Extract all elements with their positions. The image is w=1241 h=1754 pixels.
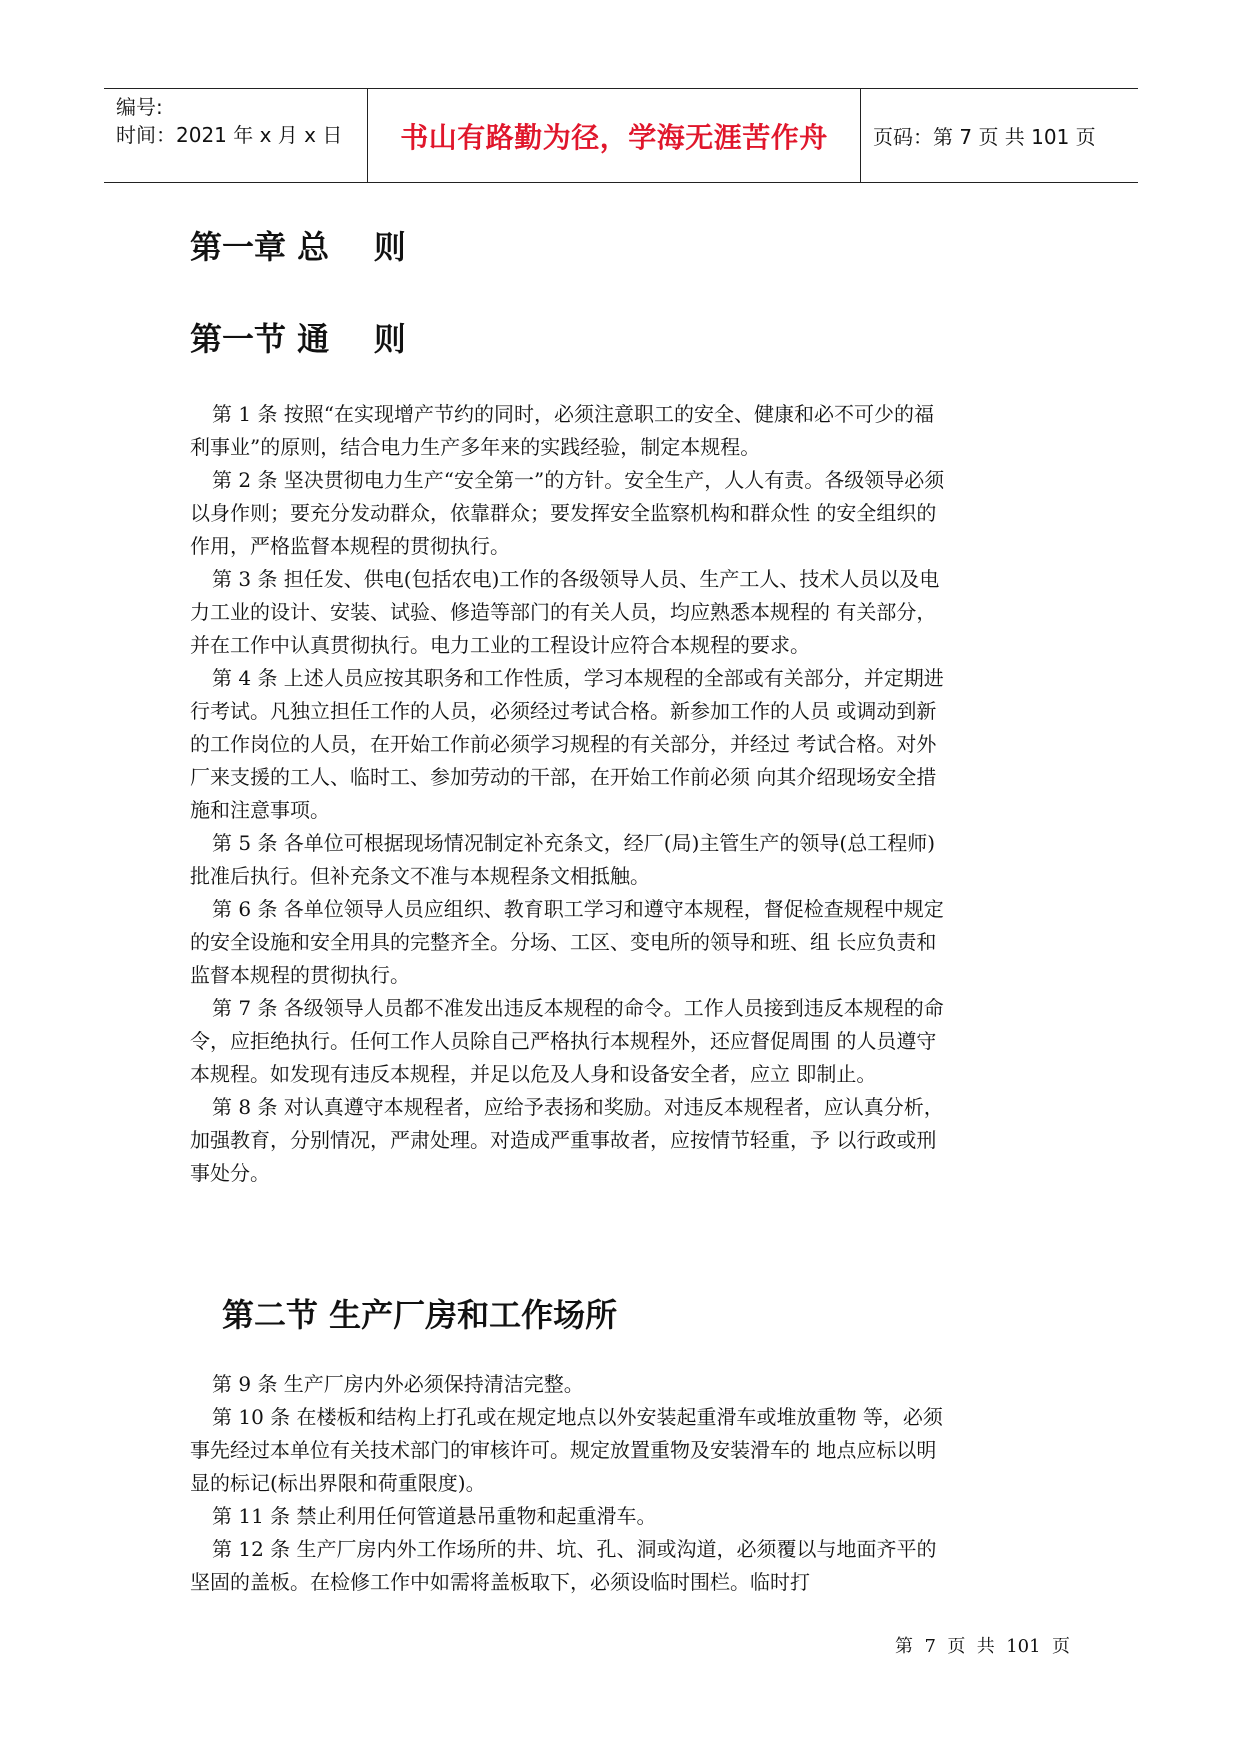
header-motto-cell [368,89,861,182]
article-paragraph: 第 5 条 各单位可根据现场情况制定补充条文，经厂(局)主管生产的领导(总工程师)批准后执行。但补充条文不准与本规程条文相抵触。 [190,831,936,888]
article-paragraph: 第 8 条 对认真遵守本规程者，应给予表扬和奖励。对违反本规程者，应认真分析，加强教育，分别情况，严肃处理。对造成严重事故者，应按情节轻重，予 以行政或刑事处分。 [190,1095,944,1185]
section-2-body [190,1368,950,1599]
serial-number-label: 编号: [116,95,163,119]
article-paragraph: 第 11 条 禁止利用任何管道悬吊重物和起重滑车。 [212,1504,657,1528]
article-paragraph: 第 9 条 生产厂房内外必须保持清洁完整。 [212,1372,584,1396]
article-paragraph: 第 1 条 按照“在实现增产节约的同时，必须注意职工的安全、健康和必不可少的福利事业”的原则，结合电力生产多年来的实践经验，制定本规程。 [190,402,935,459]
header-page-code: 页码：第 7 页 共 101 页 [873,125,1096,149]
article-paragraph: 第 3 条 担任发、供电(包括农电)工作的各级领导人员、生产工人、技术人员以及电力工业的设计、安装、试验、修造等部门的有关人员，均应熟悉本规程的 有关部分，并在工作中认真贯彻执行。电力工业的工程设计应符合本规程的要求。 [190,567,940,657]
article-paragraph: 第 10 条 在楼板和结构上打孔或在规定地点以外安装起重滑车或堆放重物 等，必须事先经过本单位有关技术部门的审核许可。规定放置重物及安装滑车的 地点应标以明显的标记(标出界限和荷重限度)。 [190,1405,943,1495]
article-paragraph: 第 7 条 各级领导人员都不准发出违反本规程的命令。工作人员接到违反本规程的命令，应拒绝执行。任何工作人员除自己严格执行本规程外，还应督促周围 的人员遵守本规程。如发现有违反本规程，并足以危及人身和设备安全者，应立 即制止。 [190,996,944,1086]
article-paragraph: 第 6 条 各单位领导人员应组织、教育职工学习和遵守本规程，督促检查规程中规定的安全设施和安全用具的完整齐全。分场、工区、变电所的领导和班、组 长应负责和监督本规程的贯彻执行。 [190,897,944,987]
motto-text: 书山有路勤为径，学海无涯苦作舟 [400,120,828,154]
header-info-cell [104,89,368,182]
article-paragraph: 第 12 条 生产厂房内外工作场所的井、坑、孔、洞或沟道，必须覆以与地面齐平的坚固的盖板。在检修工作中如需将盖板取下，必须设临时围栏。临时打 [190,1537,937,1594]
header-page-cell [861,89,1138,182]
section-title-1: 第一节 通 则 [190,320,406,358]
article-paragraph: 第 4 条 上述人员应按其职务和工作性质，学习本规程的全部或有关部分，并定期进行考试。凡独立担任工作的人员，必须经过考试合格。新参加工作的人员 或调动到新的工作岗位的人员，在开始工作前必须学习规程的有关部分，并经过 考试合格。对外厂来支援的工人、临时工、参加劳动的干部，在开始工作前必须 向其介绍现场安全措施和注意事项。 [190,666,944,822]
chapter-title: 第一章 总 则 [190,228,406,266]
page-header [104,88,1138,183]
page-footer: 第 7 页 共 101 页 [895,1636,1071,1657]
article-paragraph: 第 2 条 坚决贯彻电力生产“安全第一”的方针。安全生产，人人有责。各级领导必须以身作则；要充分发动群众，依靠群众；要发挥安全监察机构和群众性 的安全组织的作用，严格监督本规程的贯彻执行。 [190,468,945,558]
date-label: 时间：2021 年 x 月 x 日 [116,123,343,147]
section-1-body [190,398,950,1190]
section-title-2: 第二节 生产厂房和工作场所 [222,1296,618,1334]
